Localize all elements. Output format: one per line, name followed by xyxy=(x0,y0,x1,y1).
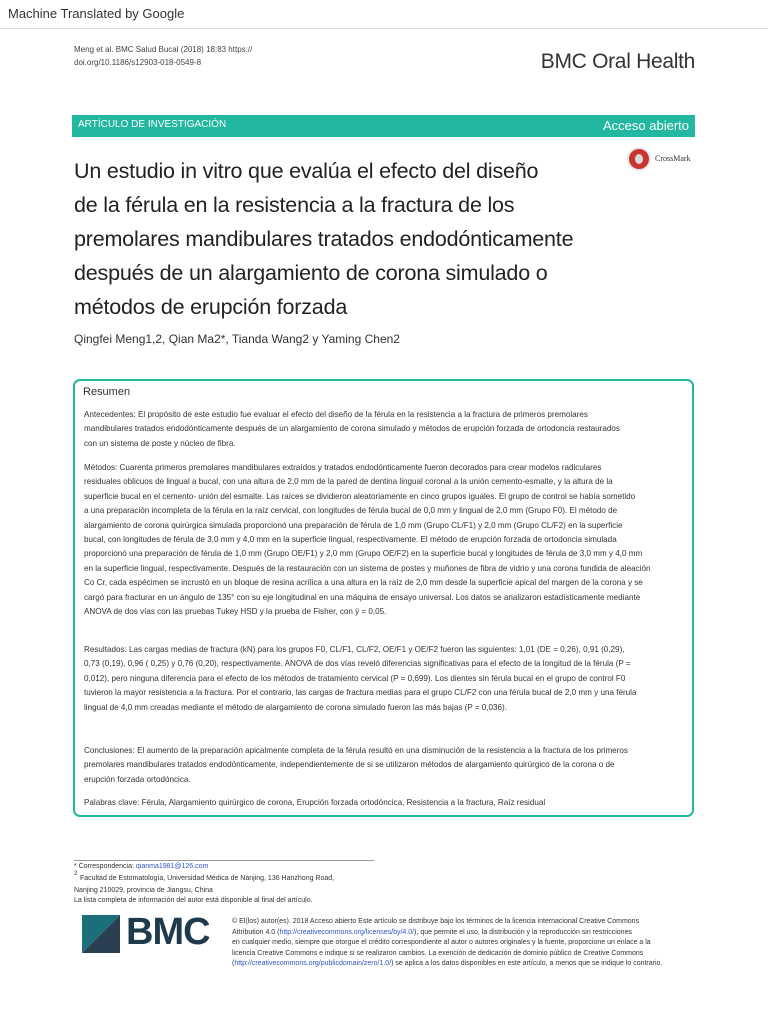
author-info-note: La lista completa de información del autor está disponible al final del artículo. xyxy=(74,897,313,904)
abstract-background xyxy=(84,408,684,451)
correspondence-note xyxy=(74,862,208,872)
correspondence-email-link[interactable]: qianma1981@126.com xyxy=(135,863,209,870)
bmc-logo-icon xyxy=(82,915,120,953)
title-line: después de un alargamiento de corona simulado o xyxy=(74,261,548,285)
abstract-line: a una preparación incompleta de la férula en la raíz cervical, con longitudes de férula bucal de 0,0 mm y lingual de 2,0 mm (Grupo F0). El método de xyxy=(84,506,618,516)
abstract-line: premolares mandibulares tratados endodónticamente, independientemente de si se utilizaron métodos de alargamiento quirúrgico de la corona o de xyxy=(84,760,615,770)
open-access-label: Acceso abierto xyxy=(603,118,689,133)
affiliation-line-2: Nanjing 210029, provincia de Jiangsu, China xyxy=(74,887,213,894)
article-title xyxy=(74,154,634,324)
abstract-line: tuvieron la mayor resistencia a la fractura. Por el contrario, las cargas de fractura medias para el grupo CL/F2 con una férula bucal de 2,0 mm y una férula xyxy=(84,688,637,698)
abstract-box xyxy=(73,379,694,817)
affiliation-line-1: Facultad de Estomatología, Universidad Médica de Nanjing, 136 Hanzhong Road, xyxy=(80,875,335,882)
abstract-line: 0,73 (0,19), 0,96 ( 0,25) y 0,76 (0,20), respectivamente. ANOVA de dos vías reveló diferencias significativas para el efecto de la longitud de la férula (P = xyxy=(84,659,631,669)
machine-translated-label: Machine Translated by Google xyxy=(8,6,185,21)
abstract-line: erupción forzada ortodóncica. xyxy=(84,774,191,784)
crossmark-badge[interactable] xyxy=(627,147,699,173)
correspondence-label: * Correspondencia: xyxy=(74,863,136,870)
abstract-line: cargó para fracturar en un ángulo de 135° con su eje longitudinal en una máquina de ensayo universal. Los datos se analizaron estadísticamente mediante xyxy=(84,592,641,602)
abstract-methods xyxy=(84,461,684,619)
abstract-conclusions xyxy=(84,744,684,787)
abstract-line: residuales oblicuos de lingual a bucal, con una altura de 2,0 mm de la pared de dentina lingual coronal a la unión cemento-esmalte, y la altura de la xyxy=(84,477,613,487)
abstract-line: Co Cr, cada espécimen se incrustó en un bloque de resina acrílica a una altura en la raíz de 2,0 mm desde la superficie apical del margen de la corona y se xyxy=(84,578,643,588)
machine-translation-bar xyxy=(0,0,768,29)
title-line: Un estudio in vitro que evalúa el efecto del diseño xyxy=(74,159,539,183)
abstract-line: Métodos: Cuarenta primeros premolares mandibulares extraídos y tratados endodónticamente fueron decorados para crear modelos radiculares xyxy=(84,463,602,472)
abstract-line: Palabras clave: Férula, Alargamiento quirúrgico de corona, Erupción forzada ortodóncica, Resistencia a la fractura, Raíz residual xyxy=(84,798,546,807)
license-line: en cualquier medio, siempre que otorgue el crédito correspondiente al autor o autores originales y la fuente, proporcione un enlace a la xyxy=(232,939,651,946)
abstract-line: en la superficie lingual, respectivamente. Después de la restauración con un sistema de postes y muñones de fibra de vidrio y una corona fundida de aleación xyxy=(84,563,651,573)
crossmark-label: CrossMark xyxy=(655,154,691,163)
bmc-logo-text: BMC xyxy=(126,911,210,953)
abstract-heading: Resumen xyxy=(83,386,131,398)
citation-doi[interactable]: doi.org/10.1186/s12903-018-0549-8 xyxy=(74,58,202,67)
article-type-label: ARTÍCULO DE INVESTIGACIÓN xyxy=(78,119,227,130)
citation-line-1: Meng et al. BMC Salud Bucal (2018) 18:83 https:// xyxy=(74,45,253,54)
abstract-line: alargamiento de corona quirúrgica simulada proporcionó una preparación de férula de 1,0 mm (Grupo CL/F1) y 2,0 mm (Grupo CL/F2) en la superficie xyxy=(84,520,623,530)
abstract-line: con un sistema de poste y núcleo de fibra. xyxy=(84,438,236,448)
license-line: Attribution 4.0 (http://creativecommons.org/licenses/by/4.0/), que permite el uso, la distribución y la reproducción sin restricciones xyxy=(232,928,632,936)
abstract-line: 0,012), pero ninguna diferencia para el efecto de los métodos de tratamiento cervical (P = 0,699). Los dientes sin férula bucal en el grupo de control F0 xyxy=(84,673,626,683)
license-line: (http://creativecommons.org/publicdomain/zero/1.0/) se aplica a los datos disponibles en este artículo, a menos que se indique lo contrario. xyxy=(232,960,663,967)
abstract-line: ANOVA de dos vías con las pruebas Tukey HSD y la prueba de Fisher, con ÿ = 0,05. xyxy=(84,607,387,617)
abstract-line: Antecedentes: El propósito de este estudio fue evaluar el efecto del diseño de la férula en la resistencia a la fractura de primeros premolares xyxy=(84,410,588,419)
cc-zero-link[interactable]: http://creativecommons.org/publicdomain/zero/1.0/ xyxy=(234,960,392,967)
abstract-line: proporcionó una preparación de férula de 1,0 mm (Grupo OE/F1) y 2,0 mm (Grupo OE/F2) en la superficie bucal y longitudes de férula de 3,0 mm y 4,0 mm xyxy=(84,549,643,559)
footnote-divider xyxy=(74,860,374,861)
journal-name: BMC Oral Health xyxy=(540,50,695,73)
abstract-line: lingual de 4,0 mm creadas mediante el método de alargamiento de corona simulado fueron las más bajas (P = 0,036). xyxy=(84,702,507,712)
abstract-line: Resultados: Las cargas medias de fractura (kN) para los grupos F0, CL/F1, CL/F2, OE/F1 y OE/F2 fueron las siguientes: 1,01 (DE = 0,26), 0,91 (0,29), xyxy=(84,645,625,654)
abstract-line: bucal, con longitudes de férula de 3,0 mm y 4,0 mm en la superficie lingual, respectivamente. El método de erupción forzada de ortodoncia simulada xyxy=(84,535,617,545)
license-line: licencia Creative Commons e indique si se realizaron cambios. La exención de dedicación de dominio público de Creative Commons xyxy=(232,949,644,957)
license-line: © El(los) autor(es). 2018 Acceso abierto Este artículo se distribuye bajo los términos de la licencia internacional Creative Commons xyxy=(232,918,640,925)
bmc-logo xyxy=(82,913,218,955)
title-line: premolares mandibulares tratados endodónticamente xyxy=(74,227,574,251)
author-list: Qingfei Meng1,2, Qian Ma2*, Tianda Wang2 y Yaming Chen2 xyxy=(74,332,400,346)
abstract-results xyxy=(84,643,684,715)
article-type-banner xyxy=(72,115,695,137)
abstract-line: superficie bucal en el cemento- unión del esmalte. Las raíces se dividieron aleatoriamente en cinco grupos iguales. El grupo de control se había sometido xyxy=(84,491,636,501)
affiliation-superscript: 2 xyxy=(74,871,78,877)
license-text xyxy=(232,917,692,970)
citation xyxy=(74,43,334,69)
abstract-keywords xyxy=(84,796,684,810)
cc-by-link[interactable]: http://creativecommons.org/licenses/by/4.0/ xyxy=(279,928,415,936)
title-line: de la férula en la resistencia a la fractura de los xyxy=(74,193,515,217)
title-line: métodos de erupción forzada xyxy=(74,295,348,319)
abstract-line: Conclusiones: El aumento de la preparación apicalmente completa de la férula resultó en una disminución de la resistencia a la fractura de los primeros xyxy=(84,746,628,755)
abstract-line: mandibulares tratados endodónticamente después de un alargamiento de corona simulado y métodos de erupción forzada de ortodoncia restaurados xyxy=(84,424,620,434)
